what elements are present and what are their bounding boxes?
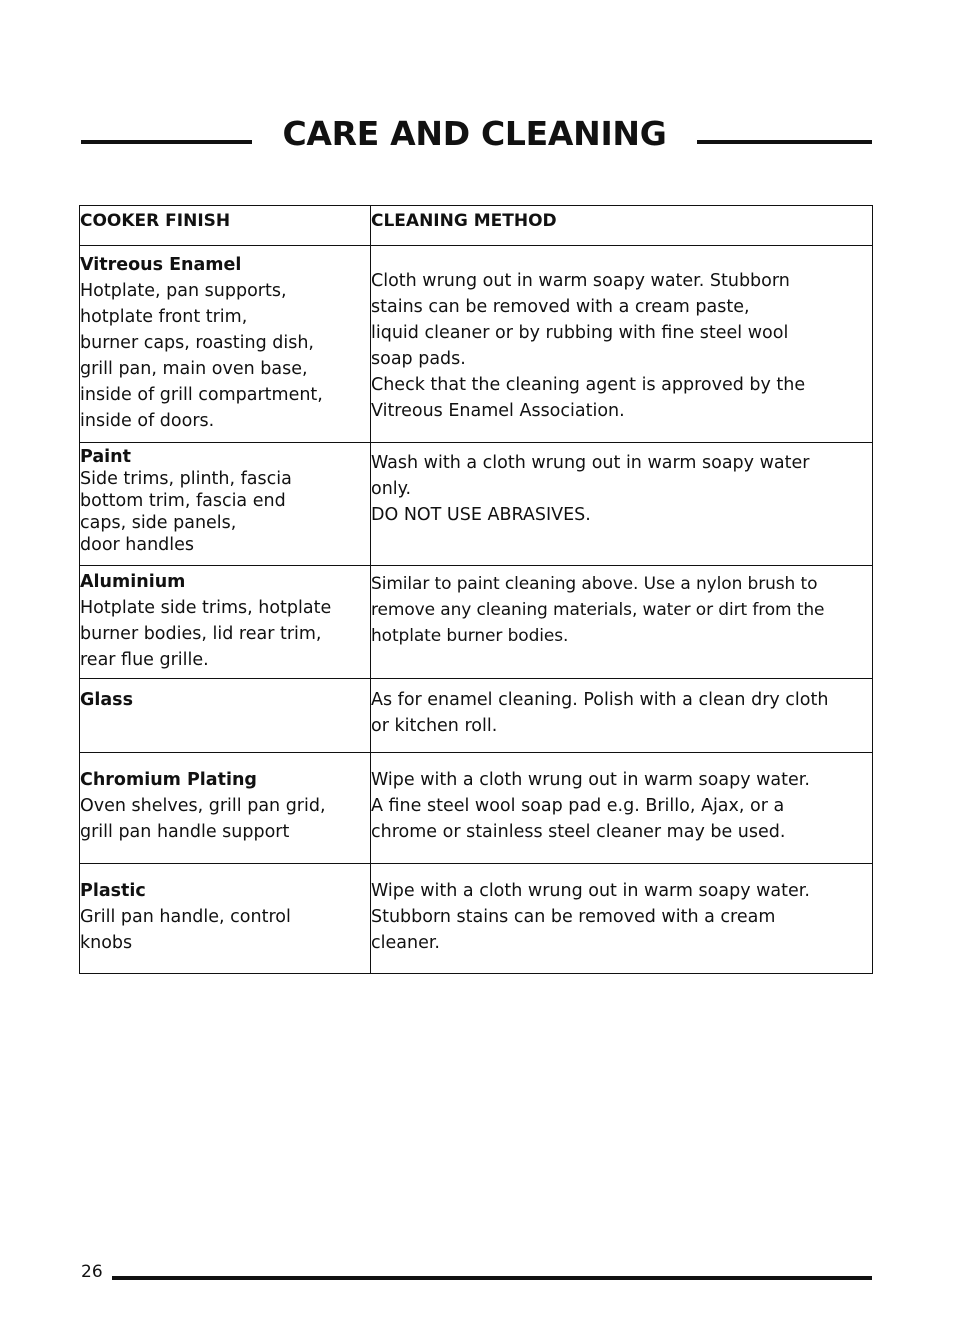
method-text: As for enamel cleaning. Polish with a clean dry cloth or kitchen roll. — [371, 690, 829, 736]
finish-name: Plastic — [80, 881, 146, 901]
care-cleaning-table — [79, 205, 873, 974]
table-row — [80, 753, 873, 864]
finish-desc: Grill pan handle, control knobs — [80, 907, 291, 953]
finish-name: Aluminium — [80, 572, 186, 592]
title-rule-right — [697, 140, 872, 144]
table-row — [80, 679, 873, 753]
page-number: 26 — [81, 1262, 103, 1282]
method-text: Wash with a cloth wrung out in warm soapy water only. DO NOT USE ABRASIVES. — [371, 453, 810, 525]
method-cell — [371, 443, 873, 566]
method-text: Wipe with a cloth wrung out in warm soapy water. A fine steel wool soap pad e.g. Brillo, Ajax, or a chrome or stainless steel cleaner may be used. — [371, 770, 810, 842]
finish-desc: Hotplate side trims, hotplate burner bodies, lid rear trim, rear flue grille. — [80, 598, 332, 670]
finish-cell — [80, 679, 371, 753]
title-rule-left — [81, 140, 252, 144]
header-cooker-finish: COOKER FINISH — [80, 206, 371, 246]
finish-name: Vitreous Enamel — [80, 255, 242, 275]
method-cell — [371, 679, 873, 753]
page-title: CARE AND CLEANING — [282, 114, 667, 153]
finish-desc: Oven shelves, grill pan grid, grill pan handle support — [80, 796, 326, 842]
table-row — [80, 246, 873, 443]
finish-desc: Side trims, plinth, fascia bottom trim, fascia end caps, side panels, door handles — [80, 469, 292, 555]
table-row — [80, 864, 873, 974]
table-row — [80, 443, 873, 566]
finish-cell — [80, 753, 371, 864]
finish-cell — [80, 566, 371, 679]
method-text: Cloth wrung out in warm soapy water. Stubborn stains can be removed with a cream paste, liquid cleaner or by rubbing with fine steel wool soap pads. Check that the cleaning agent is approved by the Vitreous Enamel Association. — [371, 271, 806, 421]
table-row — [80, 566, 873, 679]
finish-cell — [80, 246, 371, 443]
method-cell — [371, 246, 873, 443]
method-cell — [371, 566, 873, 679]
footer-rule — [112, 1276, 872, 1280]
method-text: Similar to paint cleaning above. Use a nylon brush to remove any cleaning materials, water or dirt from the hotplate burner bodies. — [371, 574, 825, 646]
method-cell — [371, 864, 873, 974]
table-header-row — [80, 206, 873, 246]
header-cleaning-method: CLEANING METHOD — [371, 206, 873, 246]
finish-name: Glass — [80, 690, 134, 710]
finish-cell — [80, 443, 371, 566]
finish-name: Paint — [80, 447, 131, 467]
finish-desc: Hotplate, pan supports, hotplate front trim, burner caps, roasting dish, grill pan, main oven base, inside of grill compartment, inside of doors. — [80, 281, 323, 431]
finish-name: Chromium Plating — [80, 770, 257, 790]
method-cell — [371, 753, 873, 864]
finish-cell — [80, 864, 371, 974]
method-text: Wipe with a cloth wrung out in warm soapy water. Stubborn stains can be removed with a cream cleaner. — [371, 881, 810, 953]
